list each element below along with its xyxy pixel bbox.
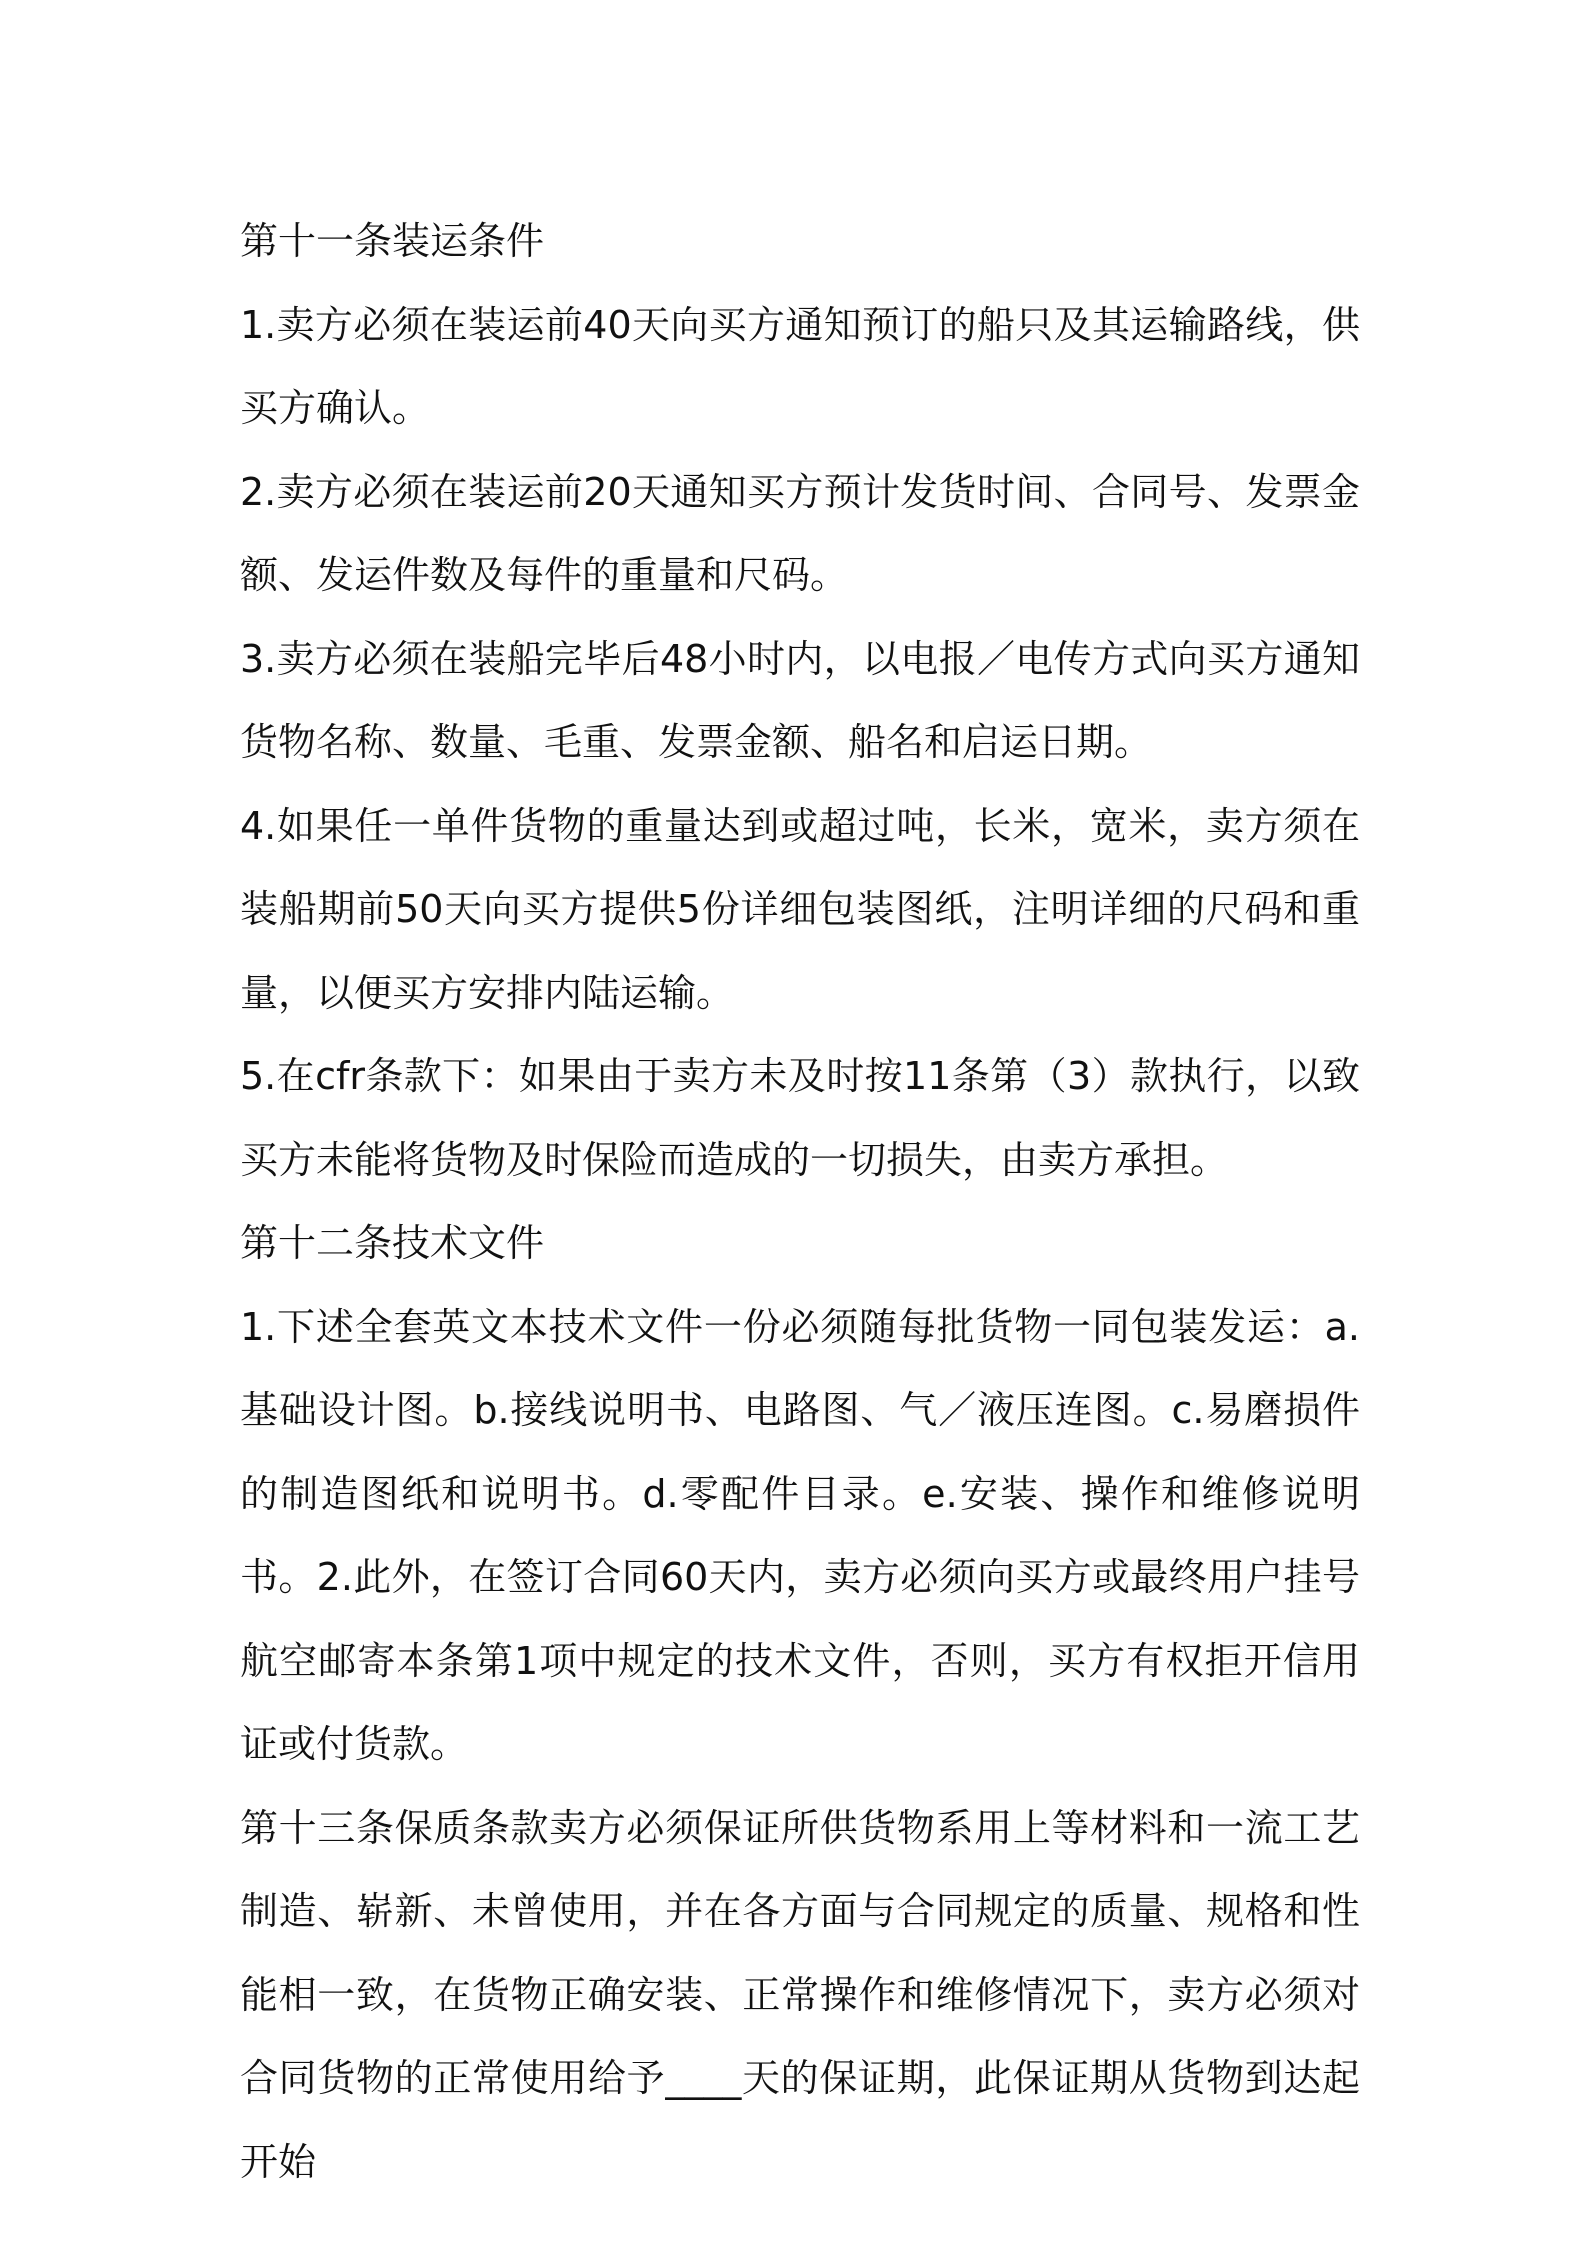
paragraph: 4.如果任一单件货物的重量达到或超过吨，长米，宽米，卖方须在装船期前50天向买方提供5份详细包装图纸，注明详细的尺码和重量，以便买方安排内陆运输。 — [240, 803, 1360, 1015]
paragraph: 3.卖方必须在装船完毕后48小时内，以电报／电传方式向买方通知货物名称、数量、毛重、发票金额、船名和启运日期。 — [240, 636, 1360, 764]
paragraph: 2.卖方必须在装运前20天通知买方预计发货时间、合同号、发票金额、发运件数及每件的重量和尺码。 — [240, 469, 1360, 597]
paragraph: 1.卖方必须在装运前40天向买方通知预订的船只及其运输路线，供买方确认。 — [240, 302, 1360, 430]
section-heading: 第十二条技术文件 — [240, 1221, 545, 1265]
paragraph: 1.下述全套英文本技术文件一份必须随每批货物一同包装发运：a.基础设计图。b.接线说明书、电路图、气／液压连图。c.易磨损件的制造图纸和说明书。d.零配件目录。e.安装、操作和维修说明书。2.此外，在签订合同60天内，卖方必须向买方或最终用户挂号航空邮寄本条第1项中规定的技术文件，否则，买方有权拒开信用证或付货款。 — [240, 1304, 1360, 1766]
section-heading: 第十一条装运条件 — [240, 219, 545, 263]
paragraph: 5.在cfr条款下：如果由于卖方未及时按11条第（3）款执行，以致买方未能将货物及时保险而造成的一切损失，由卖方承担。 — [240, 1054, 1360, 1182]
paragraph: 第十三条保质条款卖方必须保证所供货物系用上等材料和一流工艺制造、崭新、未曾使用，并在各方面与合同规定的质量、规格和性能相一致，在货物正确安装、正常操作和维修情况下，卖方必须对合同货物的正常使用给予____天的保证期，此保证期从货物到达起开始 — [240, 1805, 1360, 2184]
document-body — [240, 200, 1360, 2204]
